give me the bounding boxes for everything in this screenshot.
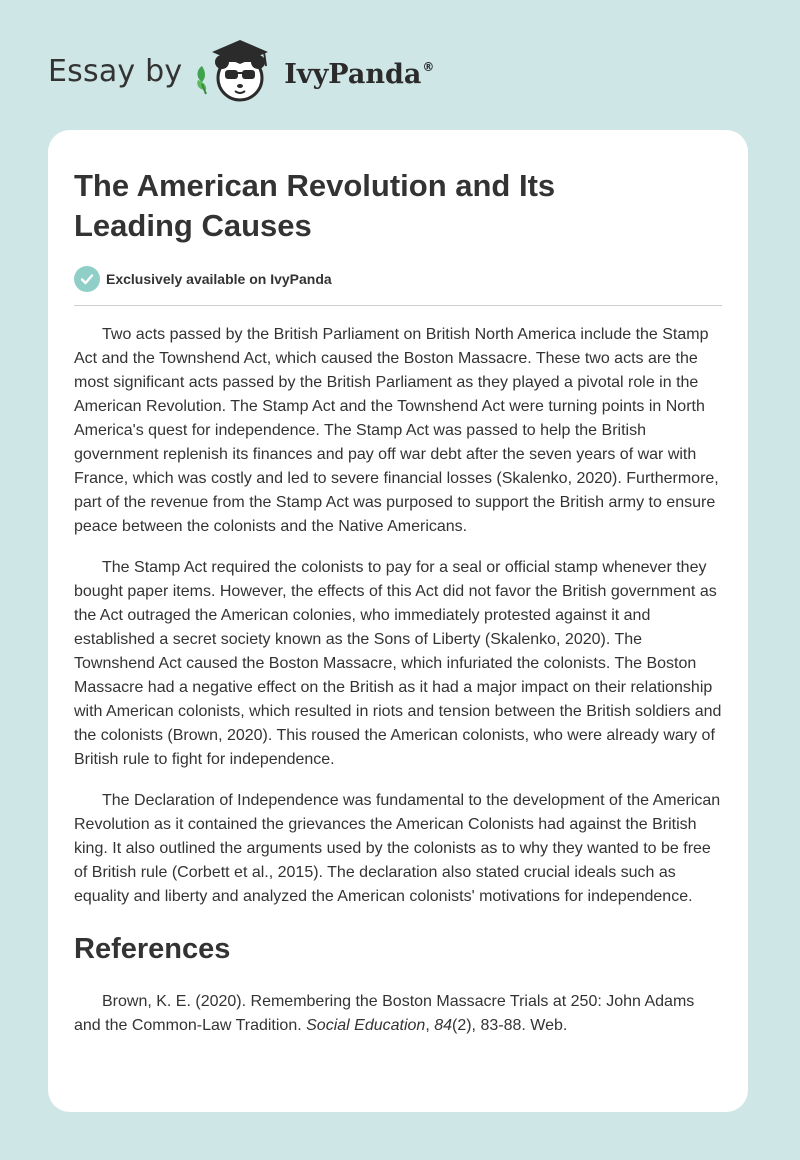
check-icon <box>74 266 100 292</box>
ivypanda-logo[interactable] <box>192 38 434 104</box>
reference-entry: Brown, K. E. (2020). Remembering the Boston Massacre Trials at 250: John Adams and the Common-Law Tradition. Social Education, 84(2), 83-88. Web. <box>74 993 695 1034</box>
journal-volume: 84 <box>434 1017 452 1034</box>
panda-mascot-icon <box>192 38 278 104</box>
page-title: The American Revolution and Its Leading Causes <box>74 168 556 243</box>
journal-title: Social Education <box>306 1017 426 1034</box>
references-heading: References <box>74 933 231 965</box>
brand-name: IvyPanda® <box>284 58 435 90</box>
paragraph: The Declaration of Independence was fundamental to the development of the American Revolution as it contained the grievances the American Colonists had against the British king. It also outlined the arguments used by the colonists as to why they wanted to be free of British rule (Corbett et al., 2015). The declaration also stated crucial ideals such as equality and liberty and analyzed the American colonists' motivations for independence. <box>74 792 721 905</box>
essay-card <box>48 130 748 1112</box>
paragraph: The Stamp Act required the colonists to pay for a seal or official stamp whenever they bought paper items. However, the effects of this Act did not favor the British government as the Act outraged the American colonies, who immediately protested against it and established a secret society known as the Sons of Liberty (Skalenko, 2020). The Townshend Act caused the Boston Massacre, which infuriated the colonists. The Boston Massacre had a negative effect on the British as it had a major impact on their relationship with American colonists, which resulted in riots and tension between the British soldiers and the colonists (Brown, 2020). This roused the American colonists, who were already wary of British rule to fight for independence. <box>74 559 722 768</box>
site-header <box>48 36 434 106</box>
exclusive-badge <box>74 266 722 306</box>
essay-by-label: Essay by <box>48 53 183 89</box>
paragraph: Two acts passed by the British Parliament on British North America include the Stamp Act and the Townshend Act, which caused the Boston Massacre. These two acts are the most significant acts passed by the British Parliament as they played a pivotal role in the American Revolution. The Stamp Act and the Townshend Act were turning points in North America's quest for independence. The Stamp Act was passed to help the British government replenish its finances and pay off war debt after the seven years of war with France, which was costly and led to severe financial losses (Skalenko, 2020). Furthermore, part of the revenue from the Stamp Act was purposed to support the British army to ensure peace between the colonists and the Native Americans. <box>74 326 719 535</box>
exclusive-badge-label: Exclusively available on IvyPanda <box>106 271 332 287</box>
